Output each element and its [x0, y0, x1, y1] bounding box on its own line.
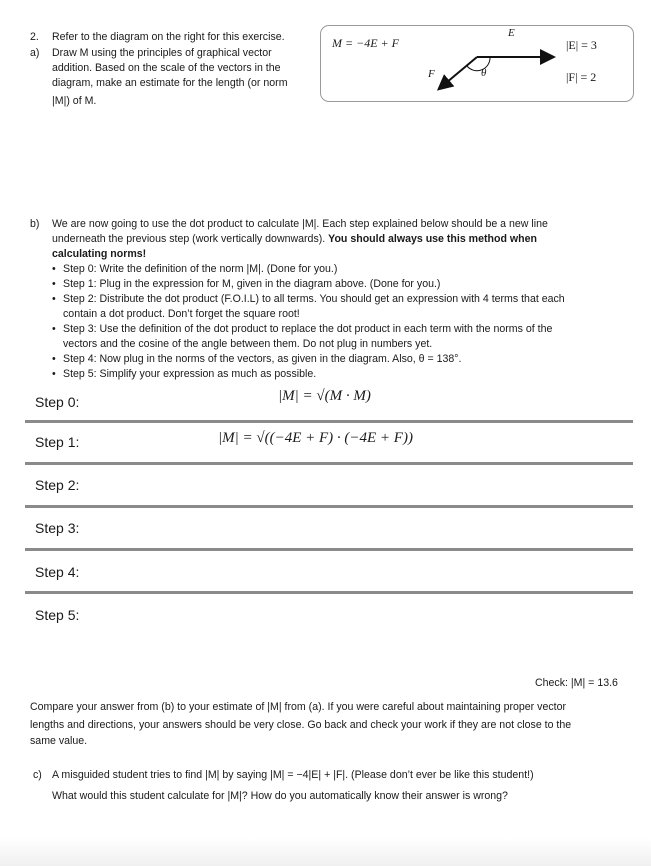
part-a-line-1: Draw M using the principles of graphical vector [52, 47, 272, 59]
divider-2 [25, 505, 633, 508]
instruction-step-0: • Step 0: Write the definition of the norm |M|. (Done for you.) [52, 262, 627, 277]
compare-line-2: lengths and directions, your answers should be very close. Go back and check your work if they are not close to the [30, 719, 572, 731]
divider-4 [25, 591, 633, 594]
step-2-label: Step 2: [35, 477, 80, 493]
norm-e: |E| = 3 [566, 38, 597, 52]
instruction-step-2-cont: contain a dot product. Don’t forget the square root! [63, 308, 300, 320]
compare-line-1: Compare your answer from (b) to your estimate of |M| from (a). If you were careful about maintaining proper vector [30, 701, 566, 713]
step-1-label: Step 1: [35, 434, 80, 450]
theta-label: θ [481, 67, 487, 79]
step-0-equation: |M| = √(M · M) [278, 388, 371, 404]
instruction-step-3: • Step 3: Use the definition of the dot product to replace the dot product in each term with the norms of the [52, 322, 627, 337]
divider-1 [25, 462, 633, 465]
part-b-line-3: calculating norms! [52, 248, 147, 260]
step-0-label: Step 0: [35, 394, 80, 410]
step-5-label: Step 5: [35, 607, 80, 623]
compare-line-3: same value. [30, 735, 88, 747]
part-a-line-4: |M|) of M. [52, 95, 97, 107]
angle-theta-arc [467, 57, 490, 71]
instruction-step-5: • Step 5: Simplify your expression as much as possible. [52, 367, 627, 382]
vector-f-label: F [428, 68, 435, 80]
instruction-step-1: • Step 1: Plug in the expression for M, given in the diagram above. (Done for you.) [52, 277, 627, 292]
divider-3 [25, 548, 633, 551]
page-bottom-shade [0, 838, 651, 866]
vector-f-arrow [440, 57, 477, 88]
part-b-letter: b) [30, 218, 40, 230]
part-c-line-2: What would this student calculate for |M|? How do you automatically know their answer is wrong? [52, 790, 508, 802]
norm-f: |F| = 2 [566, 70, 597, 84]
part-b-line-1: We are now going to use the dot product to calculate |M|. Each step explained below should be a new line [52, 218, 548, 230]
step-instructions-list [52, 262, 627, 382]
question-number: 2. [30, 31, 39, 43]
instruction-step-2: • Step 2: Distribute the dot product (F.O.I.L) to all terms. You should get an expression with 4 terms that each [52, 292, 627, 307]
diagram-equation: M = −4E + F [332, 36, 399, 50]
question-intro: Refer to the diagram on the right for this exercise. [52, 31, 285, 43]
part-b-line-2-bold: You should always use this method when [328, 233, 537, 245]
step-1-equation: |M| = √((−4E + F) · (−4E + F)) [218, 430, 413, 446]
check-value: Check: |M| = 13.6 [535, 677, 618, 689]
step-3-label: Step 3: [35, 520, 80, 536]
vector-diagram [320, 25, 634, 102]
instruction-step-3-cont: vectors and the cosine of the angle between them. Do not plug in numbers yet. [63, 338, 433, 350]
part-b-line-2-plain: underneath the previous step (work vertically downwards). [52, 233, 329, 245]
instruction-step-4: • Step 4: Now plug in the norms of the vectors, as given in the diagram. Also, θ = 138°. [52, 352, 627, 367]
part-c-line-1: A misguided student tries to find |M| by saying |M| = −4|E| + |F|. (Please don’t ever be like this student!) [52, 769, 534, 781]
vector-e-label: E [508, 27, 515, 39]
part-a-letter: a) [30, 47, 40, 59]
part-a-line-3: diagram, make an estimate for the length (or norm [52, 77, 288, 89]
part-a-line-2: addition. Based on the scale of the vectors in the [52, 62, 281, 74]
part-c-letter: c) [33, 769, 42, 781]
step-4-label: Step 4: [35, 564, 80, 580]
part-b-line-2 [52, 232, 632, 247]
divider-0 [25, 420, 633, 423]
